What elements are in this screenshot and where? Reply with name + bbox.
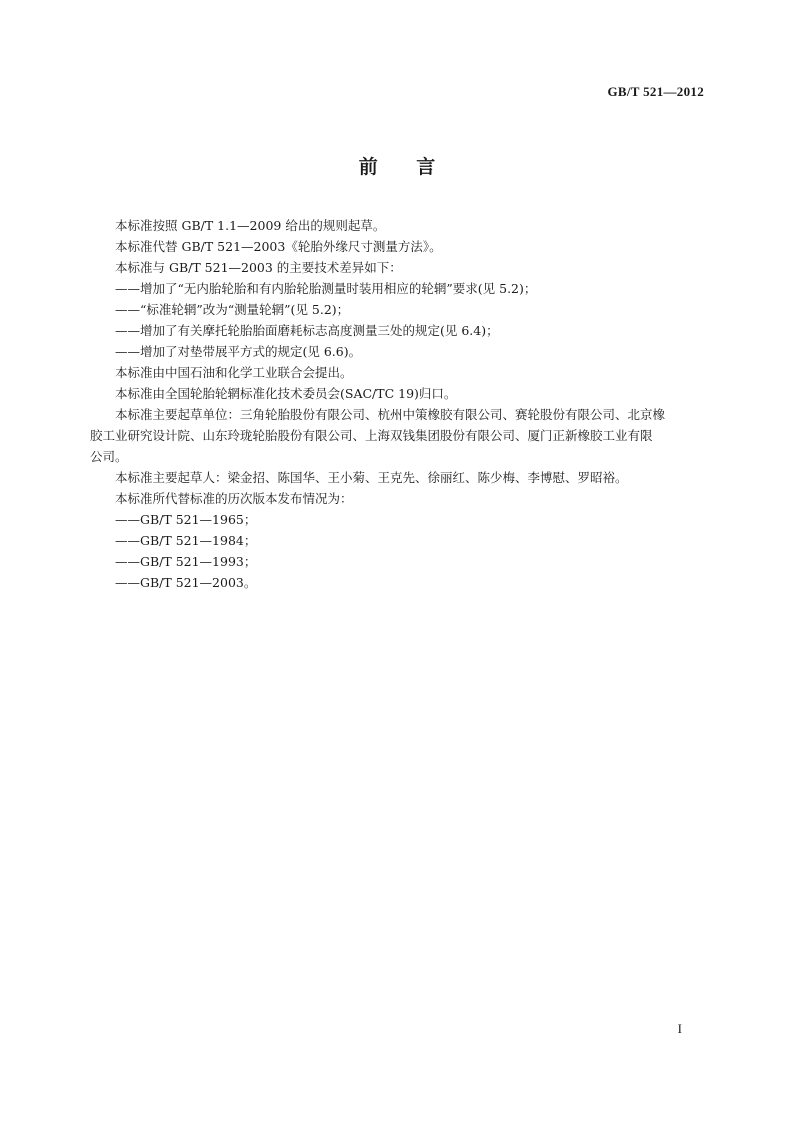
list-item-version: ——GB/T 521—2003。 xyxy=(115,575,257,590)
paragraph-differences-intro: 本标准与 GB/T 521—2003 的主要技术差异如下： xyxy=(115,260,402,275)
paragraph-drafting-rules: 本标准按照 GB/T 1.1—2009 给出的规则起草。 xyxy=(115,218,386,233)
standard-code: GB/T 521—2012 xyxy=(607,84,704,99)
list-item-change: ——增加了“无内胎轮胎和有内胎轮胎测量时装用相应的轮辋”要求(见 5.2)； xyxy=(115,281,537,296)
page-number: I xyxy=(677,1021,682,1036)
page-title: 前 言 xyxy=(358,156,436,178)
list-item-version: ——GB/T 521—1984； xyxy=(115,533,257,548)
list-item-version: ——GB/T 521—1993； xyxy=(115,554,257,569)
drafting-units-line: 胶工业研究设计院、山东玲珑轮胎股份有限公司、上海双钱集团股份有限公司、厦门正新橡胶工业有限 xyxy=(90,428,653,443)
list-item-change: ——“标准轮辋”改为“测量轮辋”(见 5.2)； xyxy=(115,302,350,317)
list-item-change: ——增加了对垫带展平方式的规定(见 6.6)。 xyxy=(115,344,362,359)
paragraph-version-history-intro: 本标准所代替标准的历次版本发布情况为： xyxy=(115,491,353,506)
paragraph-under-jurisdiction: 本标准由全国轮胎轮辋标准化技术委员会(SAC/TC 19)归口。 xyxy=(115,386,457,401)
list-item-change: ——增加了有关摩托轮胎胎面磨耗标志高度测量三处的规定(见 6.4)； xyxy=(115,323,499,338)
paragraph-proposed-by: 本标准由中国石油和化学工业联合会提出。 xyxy=(115,365,353,380)
paragraph-replaces: 本标准代替 GB/T 521—2003《轮胎外缘尺寸测量方法》。 xyxy=(115,239,442,254)
paragraph-drafters: 本标准主要起草人：梁金招、陈国华、王小菊、王克先、徐丽红、陈少梅、李博慰、罗昭裕。 xyxy=(115,470,628,485)
paragraph-drafting-units xyxy=(90,404,706,467)
foreword-body xyxy=(90,215,706,593)
drafting-units-line: 本标准主要起草单位：三角轮胎股份有限公司、杭州中策橡胶有限公司、赛轮股份有限公司、北京橡 xyxy=(115,407,666,422)
drafting-units-line: 公司。 xyxy=(90,449,128,464)
list-item-version: ——GB/T 521—1965； xyxy=(115,512,257,527)
